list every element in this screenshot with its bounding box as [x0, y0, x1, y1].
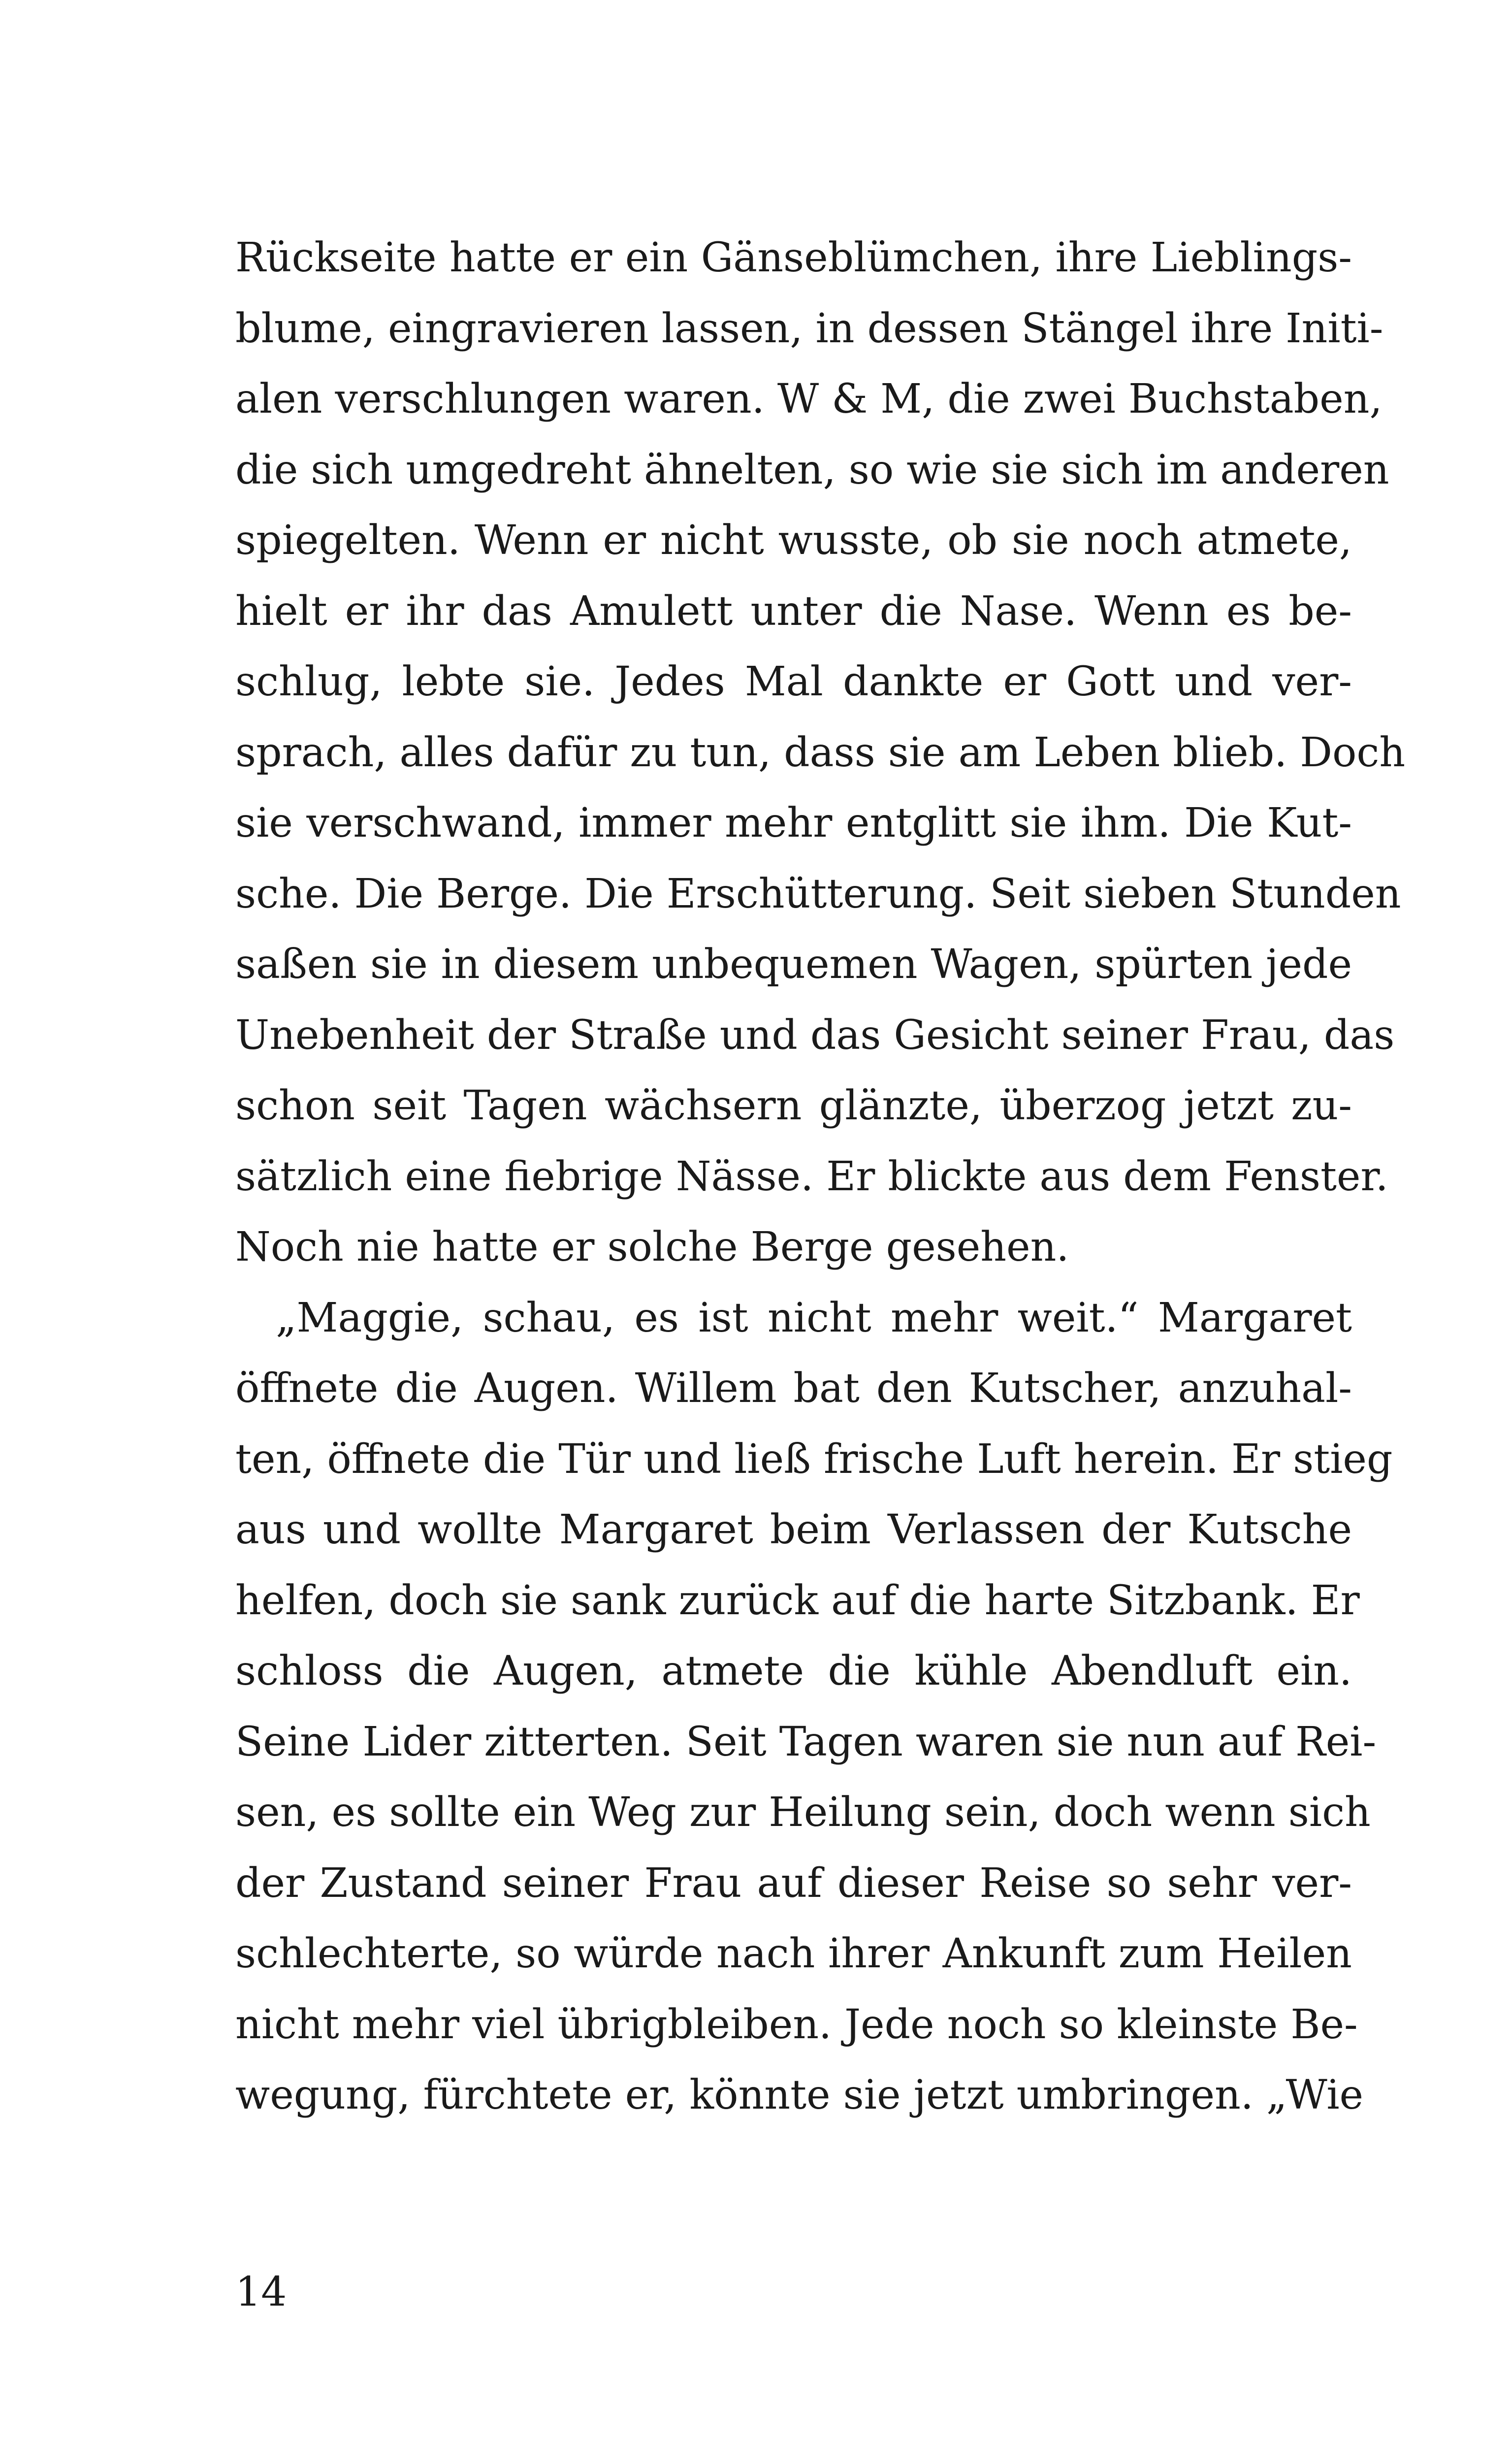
text-line: „Maggie, schau, es ist nicht mehr weit.“ Margaret [276, 1294, 1352, 1341]
text-line: die sich umgedreht ähnelten, so wie sie sich im anderen [235, 446, 1389, 493]
text-line: spiegelten. Wenn er nicht wusste, ob sie noch atmete, [235, 517, 1352, 564]
text-line: saßen sie in diesem unbequemen Wagen, spürten jede [235, 941, 1352, 988]
text-line: hielt er ihr das Amulett unter die Nase. Wenn es be- [235, 587, 1352, 635]
body-text [235, 223, 1406, 2131]
text-line: Seine Lider zitterten. Seit Tagen waren sie nun auf Rei- [235, 1718, 1377, 1765]
text-line: wegung, fürchtete er, könnte sie jetzt umbringen. „Wie [235, 2072, 1364, 2118]
text-line: ten, öffnete die Tür und ließ frische Luft herein. Er stieg [235, 1435, 1393, 1483]
text-line: sprach, alles dafür zu tun, dass sie am Leben blieb. Doch [235, 729, 1406, 776]
text-line: der Zustand seiner Frau auf dieser Reise so sehr ver- [235, 1859, 1352, 1907]
text-line: Unebenheit der Straße und das Gesicht seiner Frau, das [235, 1011, 1395, 1059]
text-line: sen, es sollte ein Weg zur Heilung sein, doch wenn sich [235, 1789, 1371, 1836]
text-line: helfen, doch sie sank zurück auf die harte Sitzbank. Er [235, 1577, 1360, 1624]
text-line: alen verschlungen waren. W & M, die zwei Buchstaben, [235, 376, 1383, 423]
text-line: aus und wollte Margaret beim Verlassen der Kutsche [235, 1506, 1352, 1553]
text-line: schlechterte, so würde nach ihrer Ankunft zum Heilen [235, 1930, 1352, 1977]
text-line: schon seit Tagen wächsern glänzte, überzog jetzt zu- [235, 1082, 1352, 1129]
page-number: 14 [235, 2269, 287, 2315]
text-line: Rückseite hatte er ein Gänseblümchen, ihre Lieblings- [235, 234, 1352, 281]
text-line: nicht mehr viel übrigbleiben. Jede noch so kleinste Be- [235, 2001, 1358, 2048]
text-line: schlug, lebte sie. Jedes Mal dankte er Gott und ver- [235, 658, 1352, 705]
text-line: öffnete die Augen. Willem bat den Kutscher, anzuhal- [235, 1365, 1352, 1412]
text-line: Noch nie hatte er solche Berge gesehen. [235, 1224, 1069, 1270]
text-line: sie verschwand, immer mehr entglitt sie ihm. Die Kut- [235, 800, 1352, 847]
text-line: blume, eingravieren lassen, in dessen Stängel ihre Initi- [235, 305, 1383, 352]
text-line: sätzlich eine fiebrige Nässe. Er blickte aus dem Fenster. [235, 1153, 1388, 1200]
text-line: sche. Die Berge. Die Erschütterung. Seit sieben Stunden [235, 870, 1401, 917]
text-line: schloss die Augen, atmete die kühle Abendluft ein. [235, 1648, 1352, 1694]
